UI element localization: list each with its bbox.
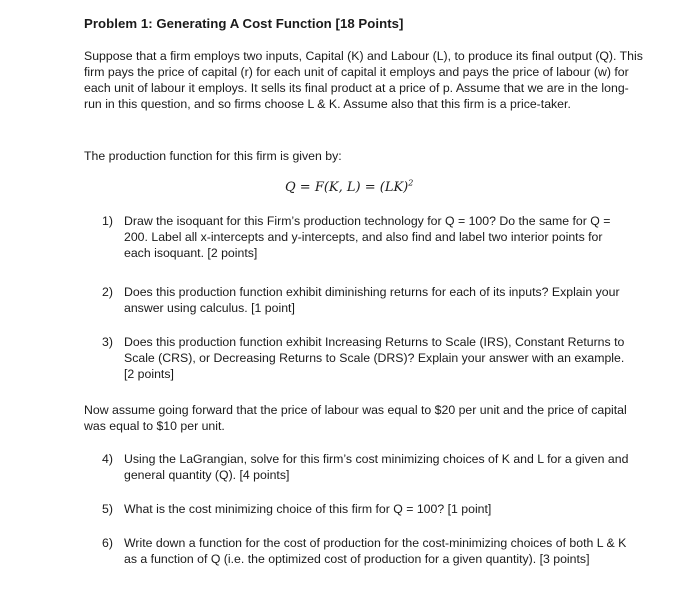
question-3 (102, 334, 632, 382)
intro-paragraph: Suppose that a firm employs two inputs, Capital (K) and Labour (L), to produce its final output (Q). This firm pays the price of capital (r) for each unit of capital it employs and pays the price of labour (w) for each unit of labour it employs. It sells its final product at a price of p. Assume that we are in the long-run in this question, and so firms choose L & K. Assume also that this firm is a price-taker. (84, 49, 643, 111)
question-text: Using the LaGrangian, solve for this firm’s cost minimizing choices of K and L for a given and general quantity (Q). [4 points] (124, 452, 629, 482)
question-number: 5) (102, 502, 113, 516)
question-2 (102, 284, 632, 316)
question-number: 3) (102, 335, 113, 349)
question-number: 6) (102, 536, 113, 550)
question-number: 2) (102, 285, 113, 299)
question-text: Does this production function exhibit Increasing Returns to Scale (IRS), Constant Returns to Scale (CRS), or Decreasing Returns to Scale (DRS)? Explain your answer with an example. [2 points] (124, 335, 625, 381)
formula-exponent: 2 (408, 178, 414, 188)
question-text: Write down a function for the cost of production for the cost-minimizing choices of both L & K as a function of Q (i.e. the optimized cost of production for a given quantity). [3 points] (124, 536, 627, 566)
question-6 (102, 535, 632, 567)
production-function-formula (285, 180, 413, 195)
question-text: Does this production function exhibit diminishing returns for each of its inputs? Explain your answer using calculus. [1 point] (124, 285, 620, 315)
question-number: 4) (102, 452, 113, 466)
question-number: 1) (102, 214, 113, 228)
question-5 (102, 501, 632, 517)
prices-paragraph: Now assume going forward that the price of labour was equal to $20 per unit and the price of capital was equal to $10 per unit. (84, 403, 627, 433)
question-text: What is the cost minimizing choice of this firm for Q = 100? [1 point] (124, 502, 492, 516)
question-4 (102, 451, 632, 483)
question-text: Draw the isoquant for this Firm’s production technology for Q = 100? Do the same for Q = 200. Label all x-intercepts and y-intercepts, and also find and label two interior points for each isoquant. [2 points] (124, 214, 611, 260)
formula-main: Q = F(K, L) = (LK) (285, 180, 409, 195)
question-1 (102, 213, 632, 261)
problem-title: Problem 1: Generating A Cost Function [18 Points] (84, 16, 404, 31)
production-function-intro: The production function for this firm is given by: (84, 149, 342, 163)
